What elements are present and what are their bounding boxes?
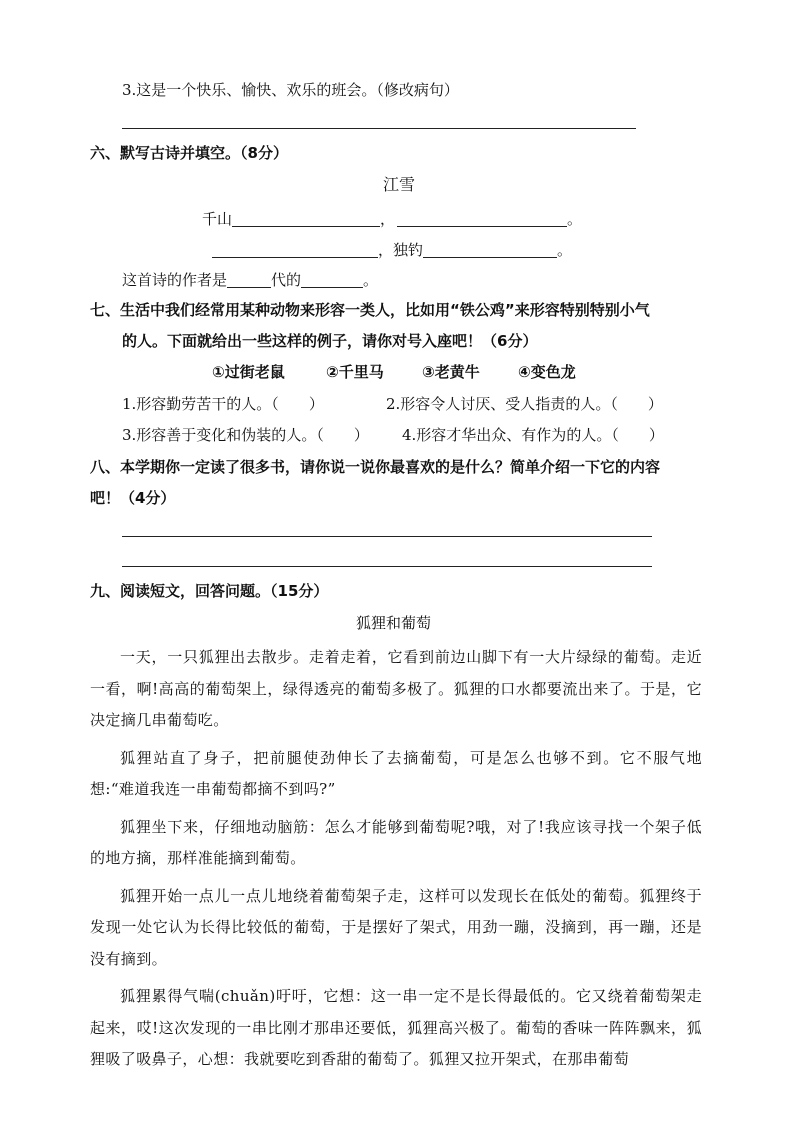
- q8-answer-line-1[interactable]: [122, 536, 652, 537]
- dynasty-blank[interactable]: [227, 271, 271, 288]
- q7-option-4: ④变色龙: [518, 363, 576, 381]
- story-paragraph-4: 狐狸开始一点儿一点儿地绕着葡萄架子走，这样可以发现长在低处的葡萄。狐狸终于发现一处它认为长得比较低的葡萄，于是摆好了架式，用劲一蹦，没摘到，再一蹦，还是没有摘到。: [90, 886, 702, 968]
- q8-heading-line1: 八、本学期你一定读了很多书，请你说一说你最喜欢的是什么？简单介绍一下它的内容: [90, 458, 661, 476]
- poem-blank-3[interactable]: [212, 241, 378, 258]
- story-paragraph-2: 狐狸站直了身子，把前腿使劲伸长了去摘葡萄，可是怎么也够不到。它不服气地想:“难道我连一串葡萄都摘不到吗?”: [90, 748, 702, 798]
- poem-blank-4[interactable]: [423, 241, 557, 258]
- author-blank[interactable]: [301, 271, 363, 288]
- q7-item-3: 3.形容善于变化和伪装的人。（ ）: [122, 426, 369, 444]
- q7-item-1: 1.形容勤劳苦干的人。（ ）: [122, 395, 324, 413]
- q7-option-1: ①过街老鼠: [212, 363, 285, 381]
- q7-heading-line2: 的人。下面就给出一些这样的例子，请你对号入座吧！（6分）: [122, 332, 538, 350]
- poem-period-2: 。: [557, 241, 573, 259]
- q8-heading-line2: 吧！（4分）: [90, 489, 176, 507]
- q7-option-2: ②千里马: [326, 363, 384, 381]
- story-paragraph-3: 狐狸坐下来，仔细地动脑筋：怎么才能够到葡萄呢?哦，对了!我应该寻找一个架子低的地方摘，那样准能摘到葡萄。: [90, 817, 702, 867]
- story-title: 狐狸和葡萄: [356, 614, 432, 632]
- q7-heading-line1: 七、生活中我们经常用某种动物来形容一类人，比如用“铁公鸡”来形容特别特别小气: [90, 301, 650, 319]
- q7-item-2: 2.形容令人讨厌、受人指责的人。（ ）: [386, 395, 663, 413]
- q9-heading: 九、阅读短文，回答问题。（15分）: [90, 582, 329, 600]
- q8-answer-line-2[interactable]: [122, 566, 652, 567]
- q5-item3-text: 3.这是一个快乐、愉快、欢乐的班会。（修改病句）: [122, 81, 459, 99]
- story-paragraph-1: 一天，一只狐狸出去散步。走着走着，它看到前边山脚下有一大片绿绿的葡萄。走近一看，啊!高高的葡萄架上，绿得透亮的葡萄多极了。狐狸的口水都要流出来了。于是，它决定摘几串葡萄吃。: [90, 648, 702, 729]
- poem-period-1: 。: [567, 210, 583, 228]
- poem-blank-1[interactable]: [232, 210, 380, 227]
- poem-line1-start: 千山: [202, 210, 233, 228]
- story-body: [90, 642, 702, 1076]
- poem-author-question: [122, 270, 378, 290]
- author-q-a: 这首诗的作者是: [122, 271, 228, 289]
- author-q-b: 代的: [271, 271, 302, 289]
- q7-option-3: ③老黄牛: [422, 363, 480, 381]
- poem-title: 江雪: [383, 175, 416, 194]
- q5-answer-line[interactable]: [122, 128, 636, 129]
- q7-item-4: 4.形容才华出众、有作为的人。（ ）: [402, 426, 664, 444]
- poem-comma-1: ，: [380, 210, 396, 228]
- poem-blank-2[interactable]: [397, 210, 567, 227]
- q6-heading: 六、默写古诗并填空。（8分）: [90, 144, 288, 162]
- poem-line-2: [212, 240, 572, 260]
- author-q-end: 。: [363, 271, 379, 289]
- poem-line2-mid: ，独钓: [378, 241, 424, 259]
- poem-line-1: [202, 209, 582, 229]
- story-paragraph-5: 狐狸累得气喘(chuǎn)吁吁，它想：这一串一定不是长得最低的。它又绕着葡萄架走起来，哎!这次发现的一串比刚才那串还要低，狐狸高兴极了。葡萄的香味一阵阵飘来，狐狸吸了吸鼻子，心想：我就要吃到香甜的葡萄了。狐狸又拉开架式，在那串葡萄: [90, 987, 702, 1068]
